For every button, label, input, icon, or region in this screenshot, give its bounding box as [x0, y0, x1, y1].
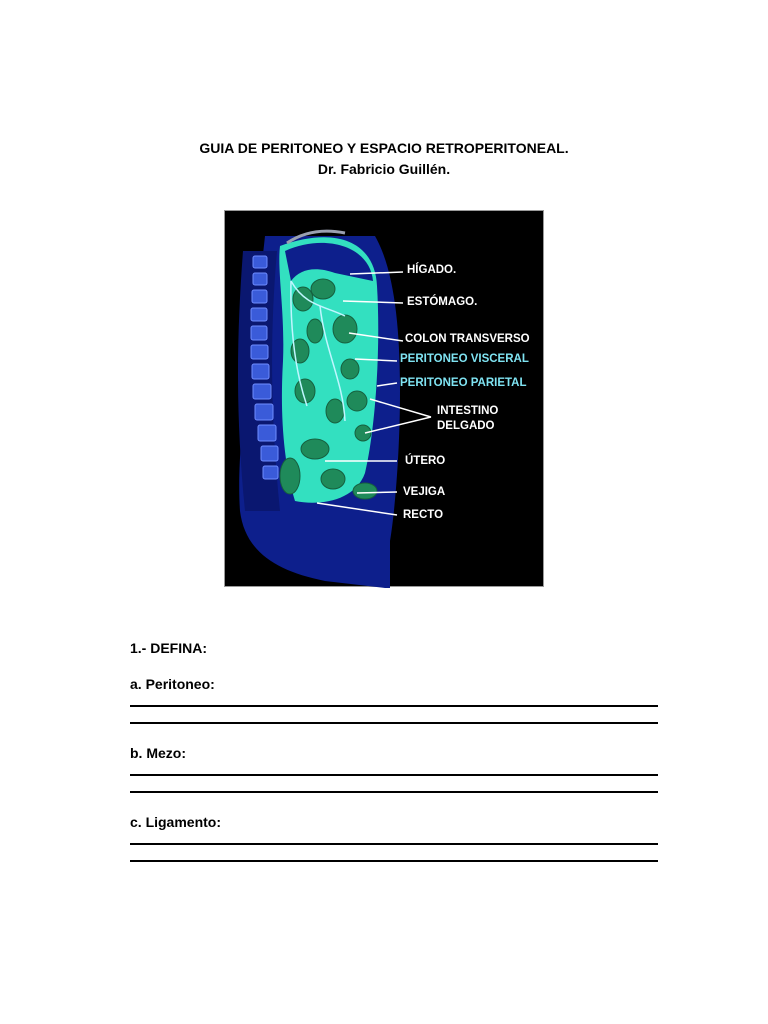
- answer-line-c1[interactable]: [130, 843, 658, 845]
- answer-line-a2[interactable]: [130, 722, 658, 724]
- label-delgado: DELGADO: [437, 420, 495, 432]
- label-colon-transverso: COLON TRANSVERSO: [405, 333, 530, 345]
- answer-line-a1[interactable]: [130, 705, 658, 707]
- answer-line-c2[interactable]: [130, 860, 658, 862]
- peritoneum-diagram: [224, 210, 544, 587]
- question-a-label: a. Peritoneo:: [130, 676, 215, 692]
- label-peritoneo-parietal: PERITONEO PARIETAL: [400, 377, 527, 389]
- label-vejiga: VEJIGA: [403, 486, 446, 498]
- question-b-label: b. Mezo:: [130, 745, 186, 761]
- section-heading: 1.- DEFINA:: [130, 640, 207, 656]
- document-author: Dr. Fabricio Guillén.: [317, 161, 451, 177]
- label-recto: RECTO: [403, 509, 444, 521]
- question-c-label: c. Ligamento:: [130, 814, 222, 830]
- label-higado: HÍGADO.: [407, 264, 457, 276]
- label-intestino: INTESTINO: [437, 405, 499, 417]
- label-utero: ÚTERO: [405, 455, 446, 467]
- answer-line-b1[interactable]: [130, 774, 658, 776]
- answer-line-b2[interactable]: [130, 791, 658, 793]
- document-title: GUIA DE PERITONEO Y ESPACIO RETROPERITONEAL.: [199, 140, 569, 156]
- label-peritoneo-visceral: PERITONEO VISCERAL: [400, 353, 529, 365]
- label-estomago: ESTÓMAGO.: [407, 296, 478, 308]
- anatomy-illustration: [225, 211, 545, 588]
